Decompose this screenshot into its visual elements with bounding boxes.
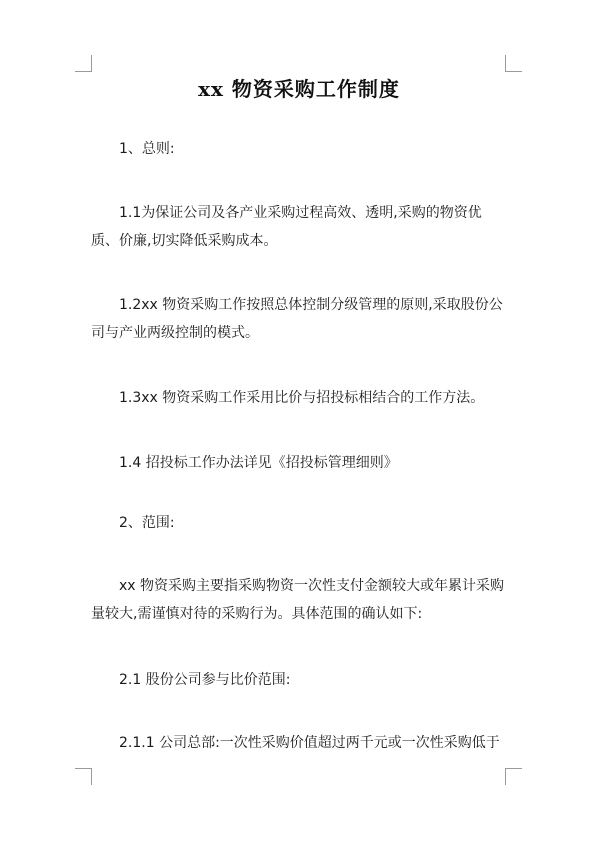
paragraph-scope-intro: xx 物资采购主要指采购物资一次性支付金额较大或年累计采购量较大,需谨慎对待的采购行为。具体范围的确认如下: — [91, 578, 505, 622]
paragraph-1-1: 1.1为保证公司及各产业采购过程高效、透明,采购的物资优质、价廉,切实降低采购成本。 — [91, 205, 482, 249]
crop-mark-top-left — [75, 55, 92, 72]
crop-mark-bottom-right — [505, 768, 522, 785]
section-heading-scope: 2、范围: — [119, 515, 175, 531]
crop-mark-bottom-left — [75, 768, 92, 785]
paragraph-1-4: 1.4 招投标工作办法详见《招投标管理细则》 — [119, 455, 398, 471]
paragraph-1-3: 1.3xx 物资采购工作采用比价与招投标相结合的工作方法。 — [119, 390, 485, 406]
crop-mark-top-right — [505, 55, 522, 72]
paragraph-1-2: 1.2xx 物资采购工作按照总体控制分级管理的原则,采取股份公司与产业两级控制的模式。 — [91, 297, 503, 341]
section-heading-general: 1、总则: — [119, 141, 175, 157]
paragraph-2-1-1: 2.1.1 公司总部:一次性采购价值超过两千元或一次性采购低于 — [119, 735, 500, 751]
paragraph-2-1: 2.1 股份公司参与比价范围: — [119, 672, 291, 688]
document-title: xx 物资采购工作制度 — [198, 77, 400, 101]
